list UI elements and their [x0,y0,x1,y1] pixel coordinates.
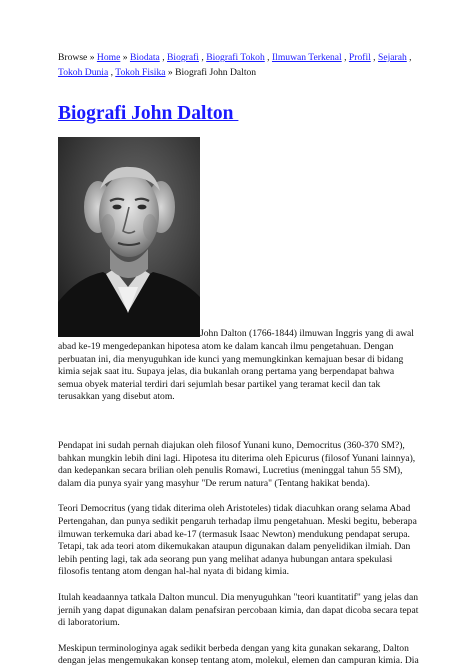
text-line: Itulah keadaannya tatkala Dalton muncul. Dia menyuguhkan "teori kuantitatif" yang jelas dan [58,591,419,603]
breadcrumb-separator: » [165,67,176,78]
breadcrumb-link-tokoh-dunia[interactable]: Tokoh Dunia [58,67,109,78]
paragraph-2 [58,440,420,490]
paragraph-4 [58,592,420,630]
document-page [58,50,420,668]
text-line: dengan jelas mengemukakan konsep tentang atom, molekul, elemen dan campuran kimia. Dia [58,655,419,667]
text-line: dalam dia punya syair yang masyhur "De rerum natura" (Tentang hakikat benda). [58,477,370,489]
breadcrumb-link-biodata[interactable]: Biodata [129,52,160,63]
text-line: dan kedepankan secara brilian oleh penulis Romawi, Lucretius (meninggal tahun 55 SM), [58,465,403,477]
text-line: kimia sejak saat itu. Supaya jelas, dia bukanlah orang pertama yang berpendapat bahwa [58,366,395,378]
breadcrumb-link-ilmuwan-terkenal[interactable]: Ilmuwan Terkenal [271,52,342,63]
breadcrumb-separator: » [120,52,130,63]
photo-caption-start: John Dalton (1766-1844) ilmuwan Inggris yang di awal [200,328,414,339]
breadcrumb-current: Biografi John Dalton [175,67,257,78]
breadcrumb-link-tokoh-fisika[interactable]: Tokoh Fisika [115,67,166,78]
text-line: Meskipun terminologinya agak sedikit berbeda dengan yang kita gunakan sekarang, Dalton [58,642,409,654]
breadcrumb-link-biografi-tokoh[interactable]: Biografi Tokoh [206,52,265,63]
text-line: perbuatan ini, dia menyuguhkan ide kunci yang memungkinkan kemajuan besar di bidang [58,353,404,365]
breadcrumb-separator: , [264,52,272,63]
text-line: di laboratorium. [58,617,120,629]
text-line: terusakkan yang disebut atom. [58,391,175,403]
portrait-photo [58,137,200,337]
breadcrumb-separator: , [341,52,349,63]
breadcrumb-link-sejarah[interactable]: Sejarah [377,52,407,63]
breadcrumb-link-home[interactable]: Home [96,52,121,63]
breadcrumb-line-1 [58,50,420,65]
breadcrumb-link-biografi[interactable]: Biografi [167,52,199,63]
page-title[interactable]: Biografi John Dalton [58,103,239,124]
breadcrumb-separator: , [108,67,116,78]
text-line: filosofis tentang atom dengan hal-hal nyata di bidang kimia. [58,566,289,578]
breadcrumb-separator: , [370,52,378,63]
breadcrumb-separator: , [159,52,167,63]
breadcrumb-prefix: Browse » [58,52,97,63]
text-line: Tetapi, tak ada teori atom dikemukakan ataupun digunakan dalam penyelidikan ilmiah. Dan [58,541,411,553]
text-line: ilmuwan terkemuka dari abad ke-17 (termasuk Isaac Newton) mendukung pendapat serupa. [58,528,410,540]
text-line: lebih penting lagi, tak ada seorang pun yang melihat adanya hubungan antara spekulasi [58,553,393,565]
text-line: jernih yang dapat digunakan dalam penafsiran percobaan kimia, dan dapat dicoba secara tepat [58,604,419,616]
breadcrumb [58,50,420,80]
text-line: Pertengahan, dan punya sedikit pengaruh terhadap ilmu pengetahuan. Meski begitu, beberapa [58,515,417,527]
photo-block [58,137,420,337]
portrait-illustration [58,137,200,337]
text-line: Teori Democritus (yang tidak diterima oleh Aristoteles) tidak diacuhkan orang selama Abad [58,503,411,515]
breadcrumb-separator: , [198,52,207,63]
breadcrumb-separator: , [406,52,412,63]
paragraph-3 [58,503,420,579]
text-line: bahkan mungkin lebih dini lagi. Hipotesa itu diterima oleh Epicurus (filosof Yunani lainnya), [58,452,416,464]
paragraph-5 [58,643,420,668]
breadcrumb-link-profil[interactable]: Profil [348,52,371,63]
text-line: semua obyek material terdiri dari sejumlah besar partikel yang teramat kecil dan tak [58,378,381,390]
paragraph-1 [58,341,420,404]
text-line: Pendapat ini sudah pernah diajukan oleh filosof Yunani kuno, Democritus (360-370 SM?), [58,439,405,451]
breadcrumb-line-2 [58,65,420,80]
text-line: abad ke-19 mengedepankan hipotesa atom ke dalam kancah ilmu pengetahuan. Dengan [58,341,394,352]
